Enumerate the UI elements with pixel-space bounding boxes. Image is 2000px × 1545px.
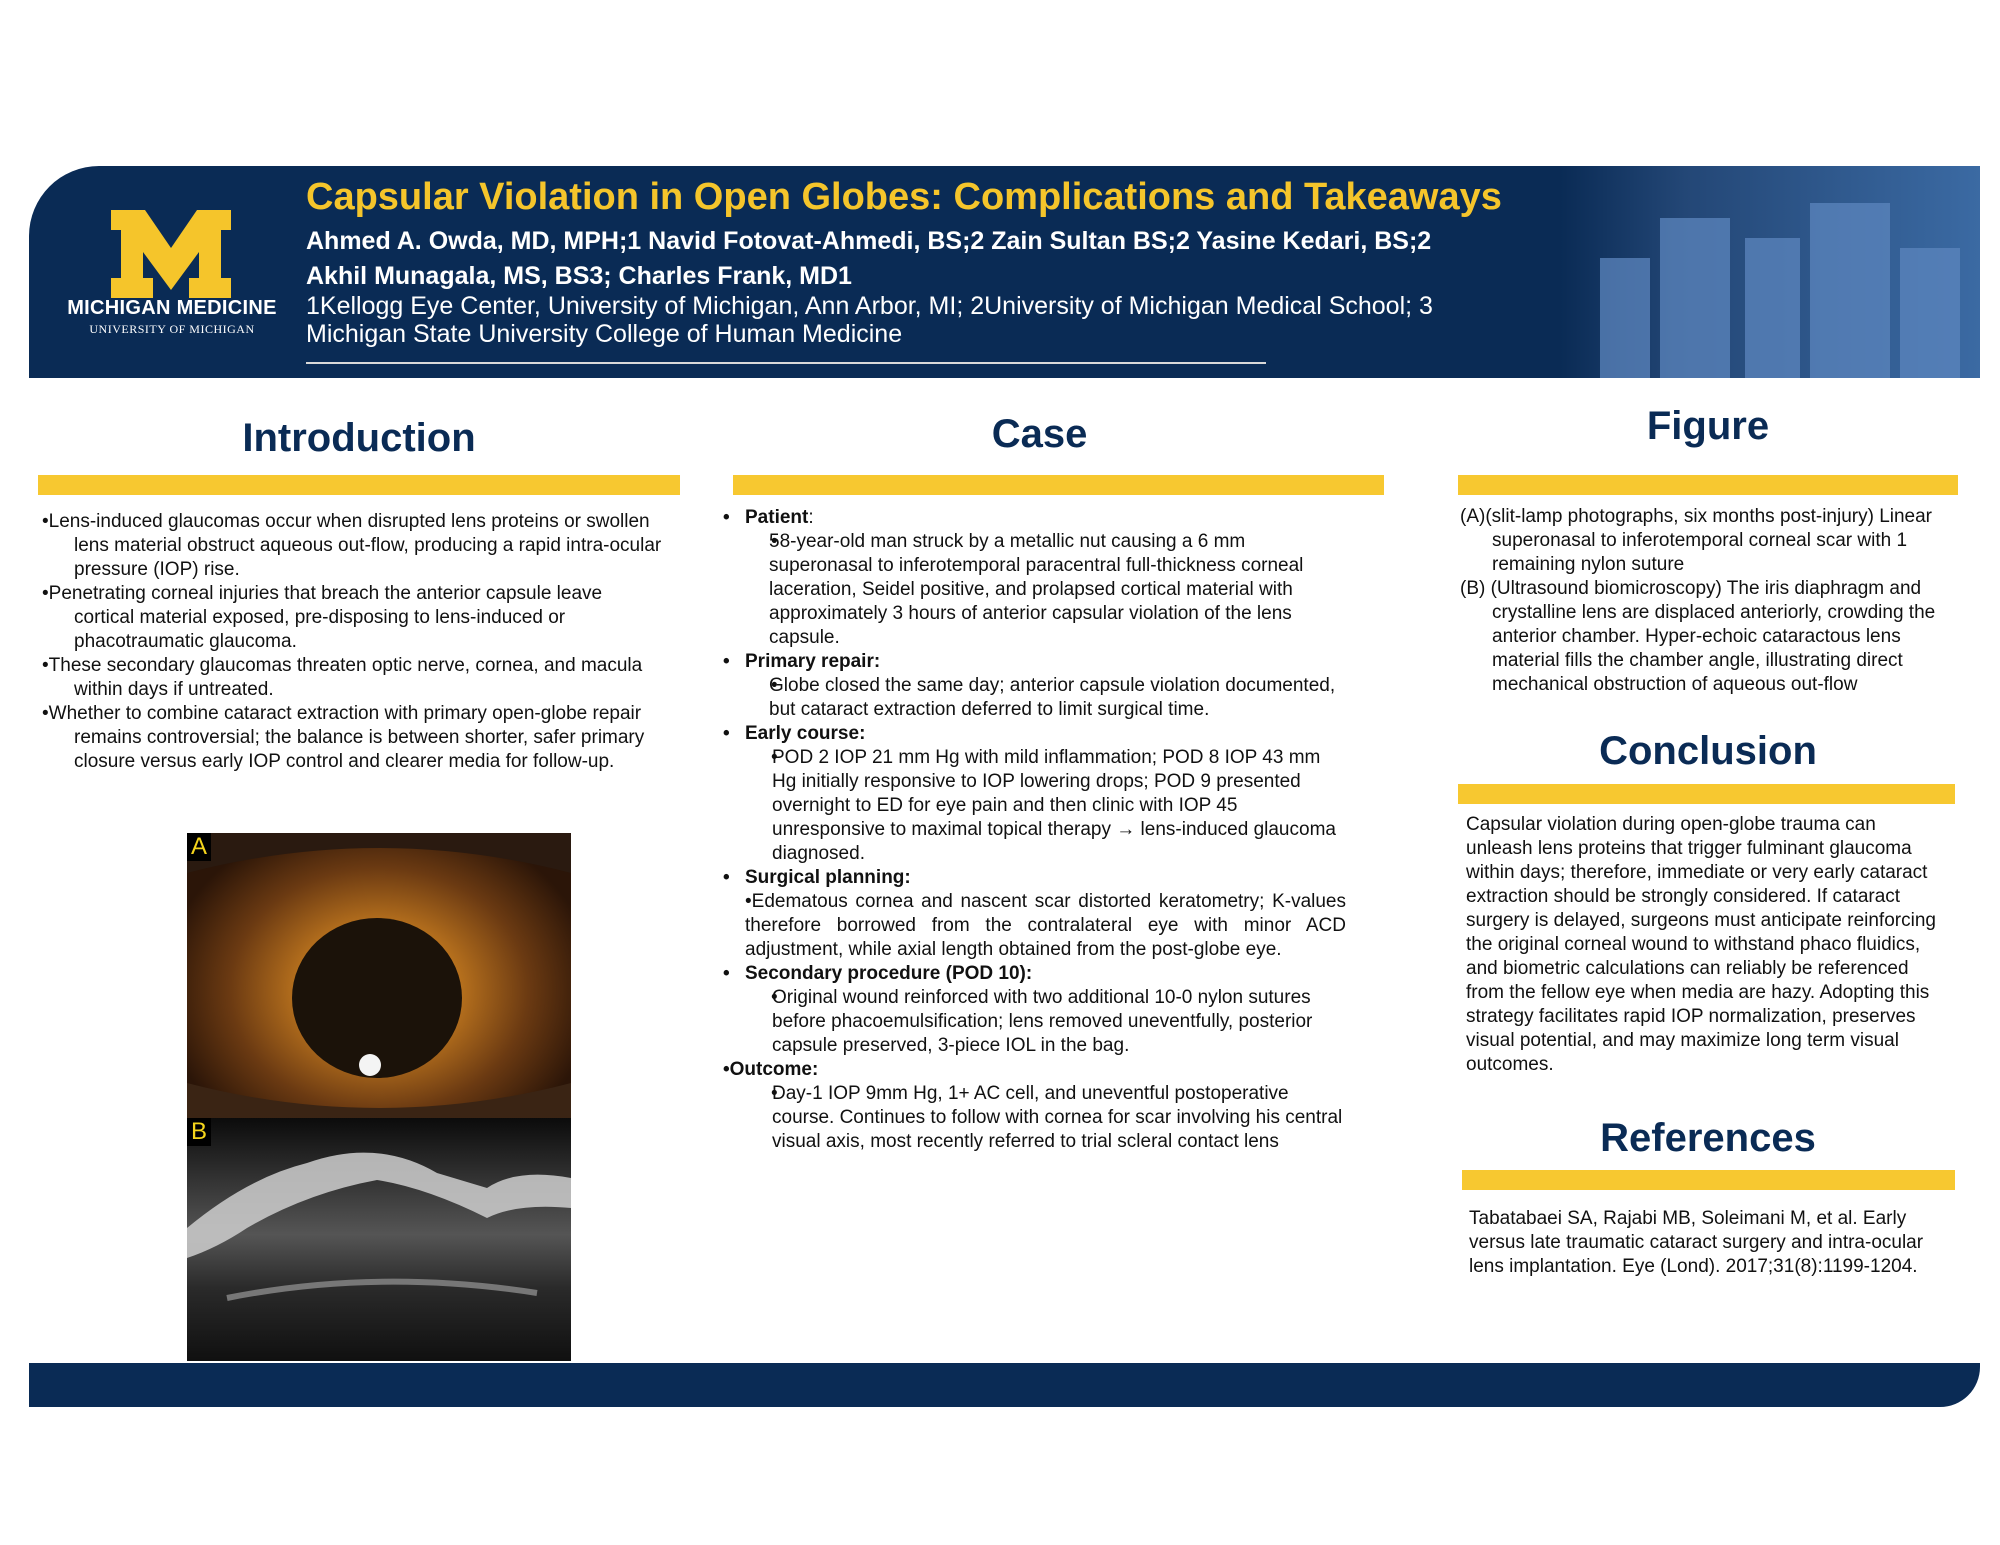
case-early-course-body: • POD 2 IOP 21 mm Hg with mild inflammation; POD 8 IOP 43 mm Hg initially responsive to IOP lowering drops; POD 9 presented overnight to ED for eye pain and then clinic with IOP 45 unresponsive to maximal topical therapy → lens-induced glaucoma diagnosed. [723,746,1346,866]
hospital-skyline-photo [1560,166,1980,378]
conclusion-title: Conclusion [1599,729,1817,773]
affiliation-line-2: Michigan State University College of Human Medicine [306,320,903,348]
case-title: Case [991,412,1088,456]
logo-subtitle: UNIVERSITY OF MICHIGAN [89,322,255,336]
figure-caption [1460,505,1950,697]
authors [306,224,1606,294]
figure-caption-a: (A)(slit-lamp photographs, six months post-injury) Linear superonasal to inferotemporal corneal scar with 1 remaining nylon suture [1460,506,1933,575]
block-m-logo-icon [111,210,231,298]
case-primary-repair-body: • Globe closed the same day; anterior capsule violation documented, but cataract extraction deferred to limit surgical time. [723,674,1346,722]
case-heading-early-course: • Early course: [723,722,1346,746]
logo-name: MICHIGAN MEDICINE [67,297,277,319]
case-heading-secondary-procedure: • Secondary procedure (POD 10): [723,962,1346,986]
figure-gold-bar [1458,475,1958,495]
intro-item: •Penetrating corneal injuries that breach the anterior capsule leave cortical material exposed, pre-disposing to lens-induced or phacotraumatic glaucoma. [42,583,603,652]
references-title: References [1600,1116,1816,1160]
panel-label-b: B [187,1118,211,1146]
case-secondary-procedure-body: • Original wound reinforced with two additional 10-0 nylon sutures before phacoemulsification; lens removed uneventfully, posterior capsule preserved, 3-piece IOL in the bag. [723,986,1346,1058]
ultrasound-biomicroscopy-image [187,1118,571,1361]
introduction-list [42,510,664,774]
conclusion-body: Capsular violation during open-globe trauma can unleash lens proteins that trigger fulminant glaucoma within days; therefore, immediate or very early cataract extraction should be strongly considered. If cataract surgery is delayed, surgeons must anticipate reinforcing the original corneal wound to withstand phaco fluidics, and biometric calculations can reliably be referenced from the fellow eye when media are hazy. Adopting this strategy facilitates rapid IOP normalization, preserves visual potential, and may maximize long term visual outcomes. [1466,814,1936,1075]
case-gold-bar [733,475,1384,495]
authors-line-2: Akhil Munagala, MS, BS3; Charles Frank, MD1 [306,262,852,290]
panel-label-a: A [187,833,211,861]
case-heading-patient: • Patient: [723,506,1346,530]
case-heading-surgical-planning: • Surgical planning: [723,866,1346,890]
affiliations [306,292,1606,348]
intro-item: •These secondary glaucomas threaten optic nerve, cornea, and macula within days if untreated. [42,655,643,700]
intro-item: •Whether to combine cataract extraction with primary open-globe repair remains controversial; the balance is between shorter, safer primary closure versus early IOP control and clearer media for follow-up. [42,703,645,772]
slit-lamp-photo [187,833,571,1118]
introduction-title: Introduction [242,416,476,460]
references-body: Tabatabaei SA, Rajabi MB, Soleimani M, et al. Early versus late traumatic cataract surgery and intra-ocular lens implantation. Eye (Lond). 2017;31(8):1199-1204. [1469,1208,1924,1277]
footer-banner [29,1363,1980,1407]
figure-title: Figure [1646,404,1770,448]
authors-line-1: Ahmed A. Owda, MD, MPH;1 Navid Fotovat-Ahmedi, BS;2 Zain Sultan BS;2 Yasine Kedari, BS;2 [306,227,1432,255]
header-divider [306,362,1266,364]
poster-title: Capsular Violation in Open Globes: Complications and Takeaways [306,176,1502,218]
conclusion-gold-bar [1458,784,1955,804]
figure-caption-b: (B) (Ultrasound biomicroscopy) The iris diaphragm and crystalline lens are displaced anteriorly, crowding the anterior chamber. Hyper-echoic cataractous lens material fills the chamber angle, illustrating direct mechanical obstruction of aqueous out-flow [1460,578,1936,695]
case-heading-outcome: •Outcome: [723,1059,819,1080]
figure-images [187,833,571,1361]
case-patient-body: • 58-year-old man struck by a metallic nut causing a 6 mm superonasal to inferotemporal paracentral full-thickness corneal laceration, Seidel positive, and prolapsed cortical material with approximately 3 hours of anterior capsular violation of the lens capsule. [723,530,1346,650]
case-heading-primary-repair: • Primary repair: [723,650,1346,674]
introduction-gold-bar [38,475,680,495]
case-surgical-planning-body: •Edematous cornea and nascent scar distorted keratometry; K-values therefore borrowed from the contralateral eye with minor ACD adjustment, while axial length obtained from the post-globe eye. [745,891,1346,960]
affiliation-line-1: 1Kellogg Eye Center, University of Michigan, Ann Arbor, MI; 2University of Michigan Medical School; 3 [306,292,1433,320]
case-outcome-body: • Day-1 IOP 9mm Hg, 1+ AC cell, and uneventful postoperative course. Continues to follow with cornea for scar involving his central visual axis, most recently referred to trial scleral contact lens [723,1082,1346,1154]
case-list [723,506,1346,1154]
references-gold-bar [1462,1170,1955,1190]
intro-item: •Lens-induced glaucomas occur when disrupted lens proteins or swollen lens material obstruct aqueous out-flow, producing a rapid intra-ocular pressure (IOP) rise. [42,511,662,580]
